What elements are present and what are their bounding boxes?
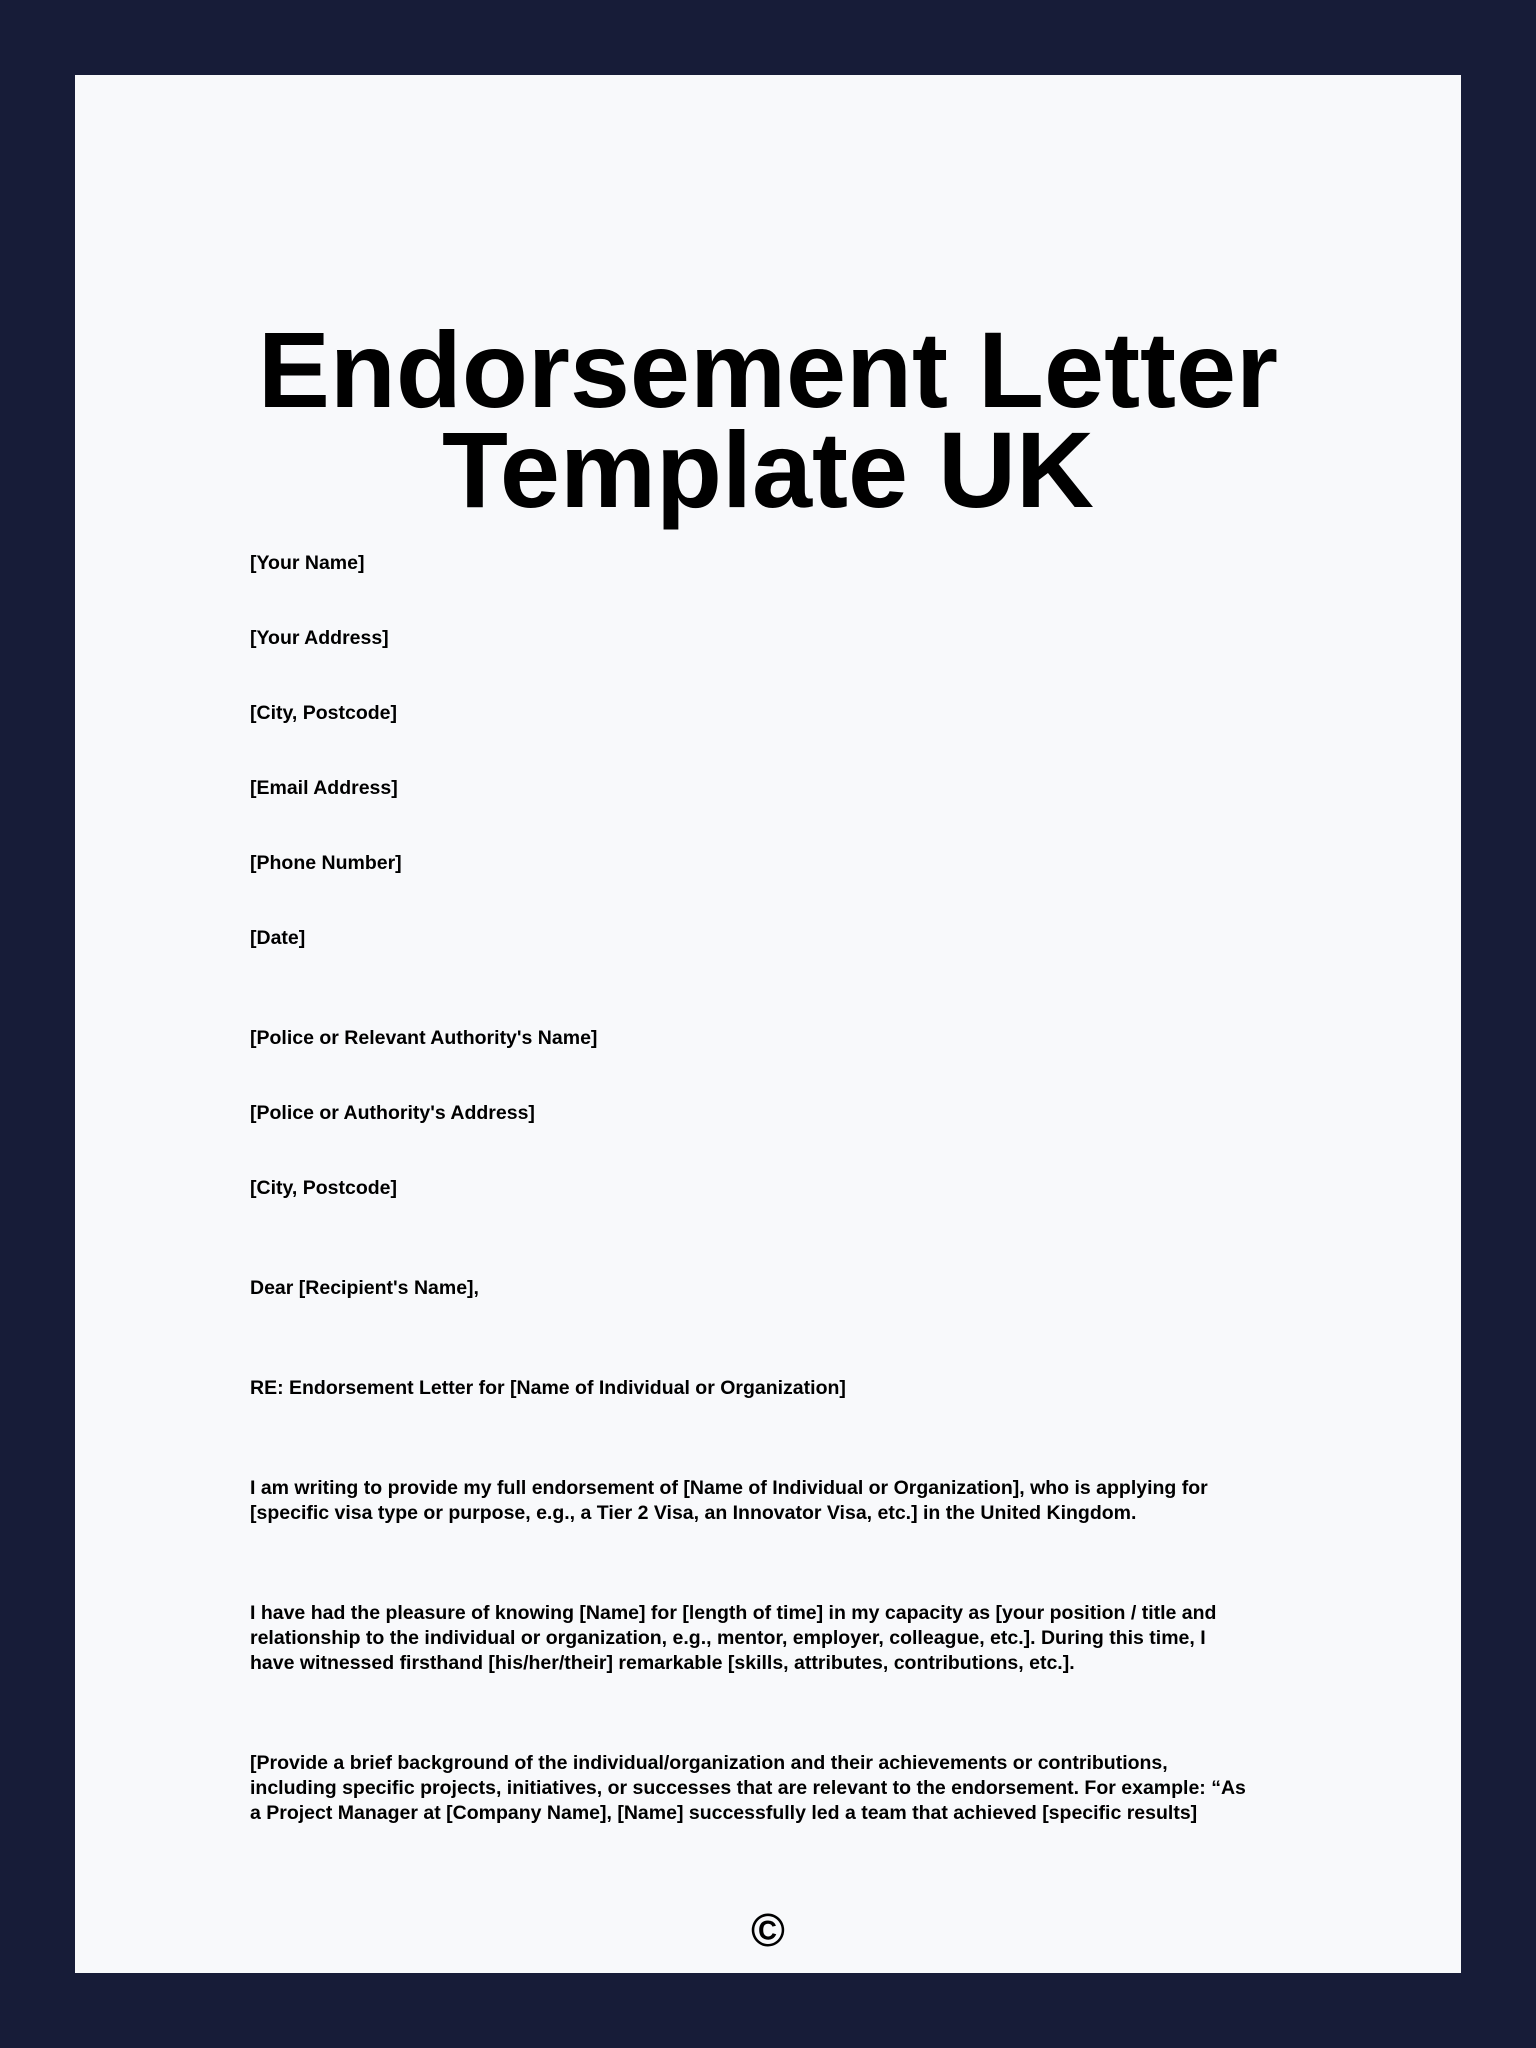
copyright-icon: © [751,1904,785,1956]
recipient-address: [Police or Authority's Address] [250,1102,535,1124]
subject-line: RE: Endorsement Letter for [Name of Individual or Organization] [250,1377,846,1399]
letter-page [75,75,1461,1973]
paragraph-2 [250,1601,1310,1676]
paragraph-3-line: including specific projects, initiatives, or successes that are relevant to the endorsement. For example: “As [250,1777,1246,1799]
recipient-name: [Police or Relevant Authority's Name] [250,1027,598,1049]
document-title [75,309,1461,530]
paragraph-3-line: [Provide a brief background of the individual/organization and their achievements or contributions, [250,1752,1168,1774]
sender-phone: [Phone Number] [250,852,402,874]
paragraph-3-line: a Project Manager at [Company Name], [Name] successfully led a team that achieved [specific results] [250,1802,1198,1824]
paragraph-2-line: have witnessed firsthand [his/her/their] remarkable [skills, attributes, contributions, etc.]. [250,1652,1075,1674]
paragraph-2-line: I have had the pleasure of knowing [Name] for [length of time] in my capacity as [your position / title and [250,1602,1217,1624]
title-line-1: Endorsement Letter [257,309,1279,430]
sender-email: [Email Address] [250,777,398,799]
paragraph-1-line: I am writing to provide my full endorsement of [Name of Individual or Organization], who is applying for [250,1477,1208,1499]
sender-city-postcode: [City, Postcode] [250,702,397,724]
paragraph-1 [250,1476,1310,1526]
sender-name: [Your Name] [250,552,365,574]
title-line-2: Template UK [441,409,1095,530]
salutation: Dear [Recipient's Name], [250,1277,479,1299]
paragraph-3 [250,1751,1310,1826]
paragraph-2-line: relationship to the individual or organization, e.g., mentor, employer, colleague, etc.]. During this time, I [250,1627,1206,1649]
letter-date: [Date] [250,927,306,949]
recipient-city-postcode: [City, Postcode] [250,1177,397,1199]
paragraph-1-line: [specific visa type or purpose, e.g., a Tier 2 Visa, an Innovator Visa, etc.] in the United Kingdom. [250,1502,1137,1524]
sender-address: [Your Address] [250,627,389,649]
